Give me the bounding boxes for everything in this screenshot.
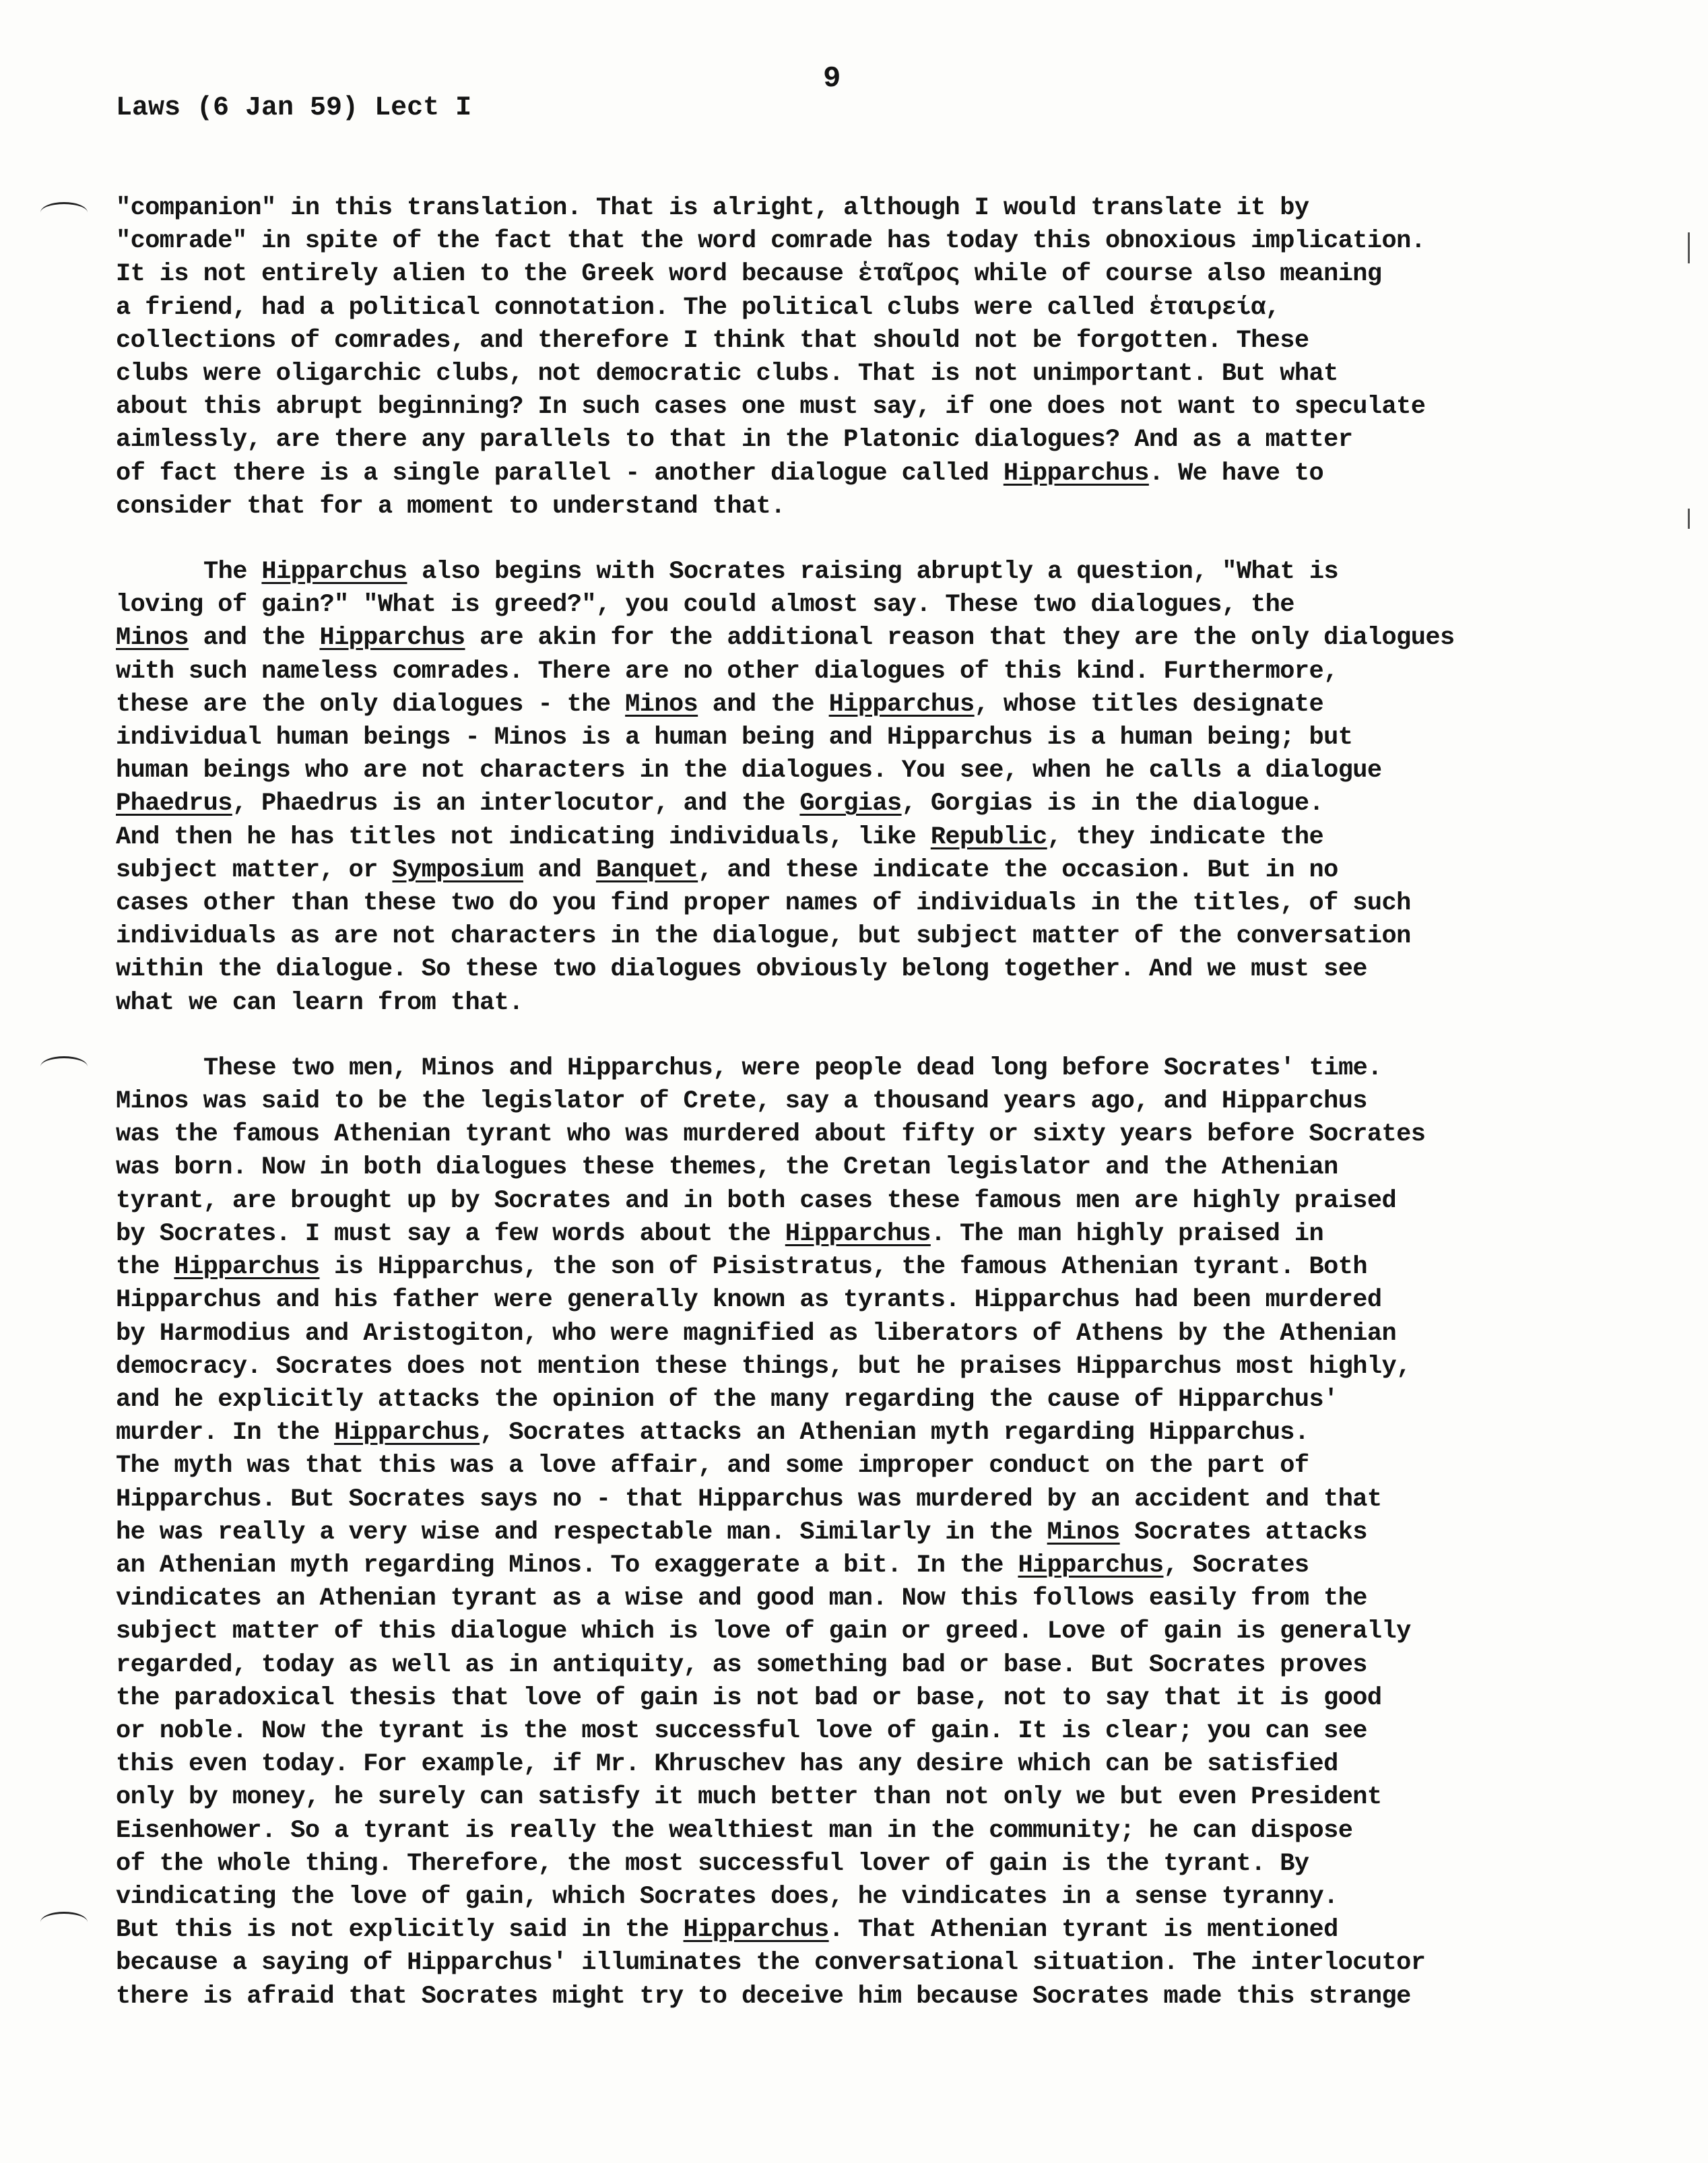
dialogue-title: Hipparchus bbox=[785, 1219, 931, 1248]
text-run: . That Athenian tyrant is mentioned bbox=[828, 1916, 1338, 1945]
text-run: These two men, Minos and Hipparchus, were people dead long before Socrates' time. bbox=[203, 1054, 1382, 1083]
text-run: Hipparchus and his father were generally known as tyrants. Hipparchus had been murdered bbox=[116, 1286, 1382, 1315]
text-line bbox=[116, 1185, 1665, 1218]
text-line bbox=[116, 1715, 1665, 1748]
text-line bbox=[116, 787, 1665, 820]
dialogue-title: Minos bbox=[1047, 1518, 1120, 1547]
text-run: Eisenhower. So a tyrant is really the wealthiest man in the community; he can dispose bbox=[116, 1816, 1353, 1845]
text-line bbox=[116, 1052, 1665, 1085]
text-line bbox=[116, 1549, 1665, 1582]
text-run: by Socrates. I must say a few words about the bbox=[116, 1219, 785, 1248]
text-run: murder. In the bbox=[116, 1419, 335, 1448]
text-line bbox=[116, 754, 1665, 787]
text-line bbox=[116, 1251, 1665, 1284]
text-run: It is not entirely alien to the Greek word because ἑταῖρος while of course also meaning bbox=[116, 260, 1382, 289]
text-run: But this is not explicitly said in the bbox=[116, 1916, 684, 1945]
text-line bbox=[116, 1815, 1665, 1848]
text-line bbox=[116, 987, 1665, 1020]
text-line bbox=[116, 457, 1665, 490]
text-run: this even today. For example, if Mr. Khruschev has any desire which can be satisfied bbox=[116, 1750, 1338, 1779]
text-run: , Gorgias is in the dialogue. bbox=[901, 789, 1324, 818]
text-run: The myth was that this was a love affair, and some improper conduct on the part of bbox=[116, 1452, 1309, 1481]
text-line bbox=[116, 1118, 1665, 1151]
text-run: vindicates an Athenian tyrant as a wise and good man. Now this follows easily from the bbox=[116, 1584, 1367, 1613]
text-line bbox=[116, 1615, 1665, 1648]
dialogue-title: Hipparchus bbox=[683, 1916, 829, 1945]
text-line bbox=[116, 1417, 1665, 1450]
dialogue-title: Hipparchus bbox=[319, 624, 465, 653]
text-line bbox=[116, 1914, 1665, 1947]
text-line bbox=[116, 1218, 1665, 1251]
text-line bbox=[116, 1284, 1665, 1317]
text-run: individuals as are not characters in the dialogue, but subject matter of the conversation bbox=[116, 922, 1411, 951]
text-run: collections of comrades, and therefore I think that should not be forgotten. These bbox=[116, 326, 1309, 355]
margin-mark bbox=[40, 1056, 88, 1077]
text-line bbox=[116, 1516, 1665, 1549]
text-run: of the whole thing. Therefore, the most successful lover of gain is the tyrant. By bbox=[116, 1849, 1309, 1878]
text-run: he was really a very wise and respectable man. Similarly in the bbox=[116, 1518, 1047, 1547]
text-run: what we can learn from that. bbox=[116, 988, 523, 1017]
dialogue-title: Minos bbox=[116, 624, 189, 653]
margin-tick bbox=[1688, 509, 1690, 529]
text-run: or noble. Now the tyrant is the most successful love of gain. It is clear; you can see bbox=[116, 1716, 1367, 1745]
text-run: , Socrates bbox=[1163, 1551, 1309, 1580]
dialogue-title: Hipparchus bbox=[174, 1253, 320, 1282]
text-run: Minos was said to be the legislator of Crete, say a thousand years ago, and Hipparchus bbox=[116, 1087, 1367, 1116]
text-run: , they indicate the bbox=[1047, 822, 1324, 851]
text-run: Socrates attacks bbox=[1119, 1518, 1367, 1547]
dialogue-title: Hipparchus bbox=[828, 690, 975, 719]
dialogue-title: Republic bbox=[930, 822, 1047, 851]
text-line bbox=[116, 622, 1665, 655]
text-run: "companion" in this translation. That is alright, although I would translate it by bbox=[116, 194, 1309, 222]
text-run: . We have to bbox=[1148, 459, 1324, 488]
text-run: an Athenian myth regarding Minos. To exaggerate a bit. In the bbox=[116, 1551, 1018, 1580]
text-run: by Harmodius and Aristogiton, who were magnified as liberators of Athens by the Athenian bbox=[116, 1319, 1397, 1348]
text-run: there is afraid that Socrates might try to deceive him because Socrates made this strange bbox=[116, 1982, 1411, 2011]
text-run: about this abrupt beginning? In such cases one must say, if one does not want to speculate bbox=[116, 393, 1426, 422]
text-run: a friend, had a political connotation. The political clubs were called ἑταιρεία, bbox=[116, 293, 1280, 322]
body-text bbox=[116, 192, 1665, 2013]
text-line bbox=[116, 391, 1665, 424]
text-line bbox=[116, 887, 1665, 920]
text-run: individual human beings - Minos is a human being and Hipparchus is a human being; but bbox=[116, 723, 1353, 752]
text-line bbox=[116, 556, 1665, 589]
text-line bbox=[116, 589, 1665, 622]
text-run: because a saying of Hipparchus' illuminates the conversational situation. The interlocutor bbox=[116, 1949, 1426, 1978]
text-run: tyrant, are brought up by Socrates and in both cases these famous men are highly praised bbox=[116, 1186, 1397, 1215]
text-run: The bbox=[203, 558, 262, 587]
text-line bbox=[116, 1318, 1665, 1351]
text-line bbox=[116, 1450, 1665, 1483]
text-line bbox=[116, 1848, 1665, 1881]
text-run: subject matter, or bbox=[116, 855, 393, 884]
text-run: with such nameless comrades. There are no other dialogues of this kind. Furthermore, bbox=[116, 657, 1338, 686]
text-run: was the famous Athenian tyrant who was murdered about fifty or sixty years before Socrates bbox=[116, 1120, 1426, 1149]
text-run: consider that for a moment to understand that. bbox=[116, 492, 785, 521]
text-run: and the bbox=[189, 624, 320, 653]
text-line bbox=[116, 1947, 1665, 1980]
text-run: within the dialogue. So these two dialogues obviously belong together. And we must see bbox=[116, 955, 1367, 984]
dialogue-title: Hipparchus bbox=[1003, 459, 1149, 488]
text-run: was born. Now in both dialogues these themes, the Cretan legislator and the Athenian bbox=[116, 1153, 1338, 1182]
text-run: , and these indicate the occasion. But in no bbox=[698, 855, 1338, 884]
dialogue-title: Hipparchus bbox=[334, 1419, 480, 1448]
margin-tick bbox=[1688, 232, 1690, 263]
text-run: And then he has titles not indicating individuals, like bbox=[116, 822, 931, 851]
text-run: . The man highly praised in bbox=[930, 1219, 1324, 1248]
text-line bbox=[116, 1748, 1665, 1781]
text-run: also begins with Socrates raising abruptly a question, "What is bbox=[407, 558, 1339, 587]
text-line bbox=[116, 490, 1665, 523]
text-run: only by money, he surely can satisfy it much better than not only we but even President bbox=[116, 1783, 1382, 1812]
text-run: loving of gain?" "What is greed?", you could almost say. These two dialogues, the bbox=[116, 591, 1294, 620]
text-run: regarded, today as well as in antiquity, as something bad or base. But Socrates proves bbox=[116, 1650, 1367, 1679]
text-run: clubs were oligarchic clubs, not democratic clubs. That is not unimportant. But what bbox=[116, 360, 1338, 389]
text-line bbox=[116, 1151, 1665, 1184]
text-line bbox=[116, 1980, 1665, 2013]
text-run: human beings who are not characters in the dialogues. You see, when he calls a dialogue bbox=[116, 756, 1382, 785]
paragraph bbox=[116, 192, 1665, 523]
text-run: , whose titles designate bbox=[974, 690, 1324, 719]
text-run: the bbox=[116, 1253, 174, 1282]
text-line bbox=[116, 292, 1665, 325]
dialogue-title: Hipparchus bbox=[1018, 1551, 1164, 1580]
text-line bbox=[116, 1085, 1665, 1118]
text-run: these are the only dialogues - the bbox=[116, 690, 626, 719]
text-run: the paradoxical thesis that love of gain is not bad or base, not to say that it is good bbox=[116, 1683, 1382, 1712]
text-line bbox=[116, 325, 1665, 358]
text-run: aimlessly, are there any parallels to that in the Platonic dialogues? And as a matter bbox=[116, 426, 1353, 455]
text-line bbox=[116, 1781, 1665, 1814]
text-line bbox=[116, 358, 1665, 391]
text-line bbox=[116, 688, 1665, 721]
dialogue-title: Gorgias bbox=[799, 789, 902, 818]
text-run: Hipparchus. But Socrates says no - that Hipparchus was murdered by an accident and that bbox=[116, 1485, 1382, 1514]
text-run: "comrade" in spite of the fact that the word comrade has today this obnoxious implication. bbox=[116, 227, 1426, 256]
page-header: Laws (6 Jan 59) Lect I bbox=[116, 93, 472, 123]
dialogue-title: Banquet bbox=[595, 855, 698, 884]
text-run: is Hipparchus, the son of Pisistratus, the famous Athenian tyrant. Both bbox=[319, 1253, 1367, 1282]
text-line bbox=[116, 721, 1665, 754]
text-run: , Phaedrus is an interlocutor, and the bbox=[232, 789, 800, 818]
text-run: are akin for the additional reason that they are the only dialogues bbox=[465, 624, 1455, 653]
dialogue-title: Symposium bbox=[392, 855, 523, 884]
text-line bbox=[116, 854, 1665, 887]
text-run: vindicating the love of gain, which Socrates does, he vindicates in a sense tyranny. bbox=[116, 1882, 1338, 1911]
text-line bbox=[116, 1351, 1665, 1384]
text-run: of fact there is a single parallel - another dialogue called bbox=[116, 459, 1004, 488]
paragraph bbox=[116, 556, 1665, 1020]
text-line bbox=[116, 821, 1665, 854]
text-run: , Socrates attacks an Athenian myth regarding Hipparchus. bbox=[480, 1419, 1309, 1448]
text-line bbox=[116, 424, 1665, 457]
text-line bbox=[116, 192, 1665, 225]
text-line bbox=[116, 225, 1665, 258]
dialogue-title: Minos bbox=[625, 690, 698, 719]
text-line bbox=[116, 1682, 1665, 1715]
text-run: cases other than these two do you find proper names of individuals in the titles, of such bbox=[116, 889, 1411, 918]
text-run: and bbox=[523, 855, 596, 884]
text-line bbox=[116, 1582, 1665, 1615]
text-line bbox=[116, 1384, 1665, 1417]
margin-mark bbox=[40, 202, 88, 223]
margin-mark bbox=[40, 1912, 88, 1933]
text-line bbox=[116, 953, 1665, 986]
dialogue-title: Phaedrus bbox=[116, 789, 232, 818]
text-run: subject matter of this dialogue which is love of gain or greed. Love of gain is generally bbox=[116, 1617, 1411, 1646]
text-line bbox=[116, 1483, 1665, 1516]
text-line bbox=[116, 1881, 1665, 1914]
text-run: and he explicitly attacks the opinion of the many regarding the cause of Hipparchus' bbox=[116, 1385, 1338, 1414]
text-run: and the bbox=[698, 690, 829, 719]
page-number: 9 bbox=[823, 62, 841, 96]
text-line bbox=[116, 920, 1665, 953]
text-line bbox=[116, 258, 1665, 291]
text-line bbox=[116, 655, 1665, 688]
dialogue-title: Hipparchus bbox=[261, 558, 407, 587]
text-line bbox=[116, 1649, 1665, 1682]
text-run: democracy. Socrates does not mention these things, but he praises Hipparchus most highly, bbox=[116, 1352, 1411, 1381]
paragraph bbox=[116, 1052, 1665, 2013]
